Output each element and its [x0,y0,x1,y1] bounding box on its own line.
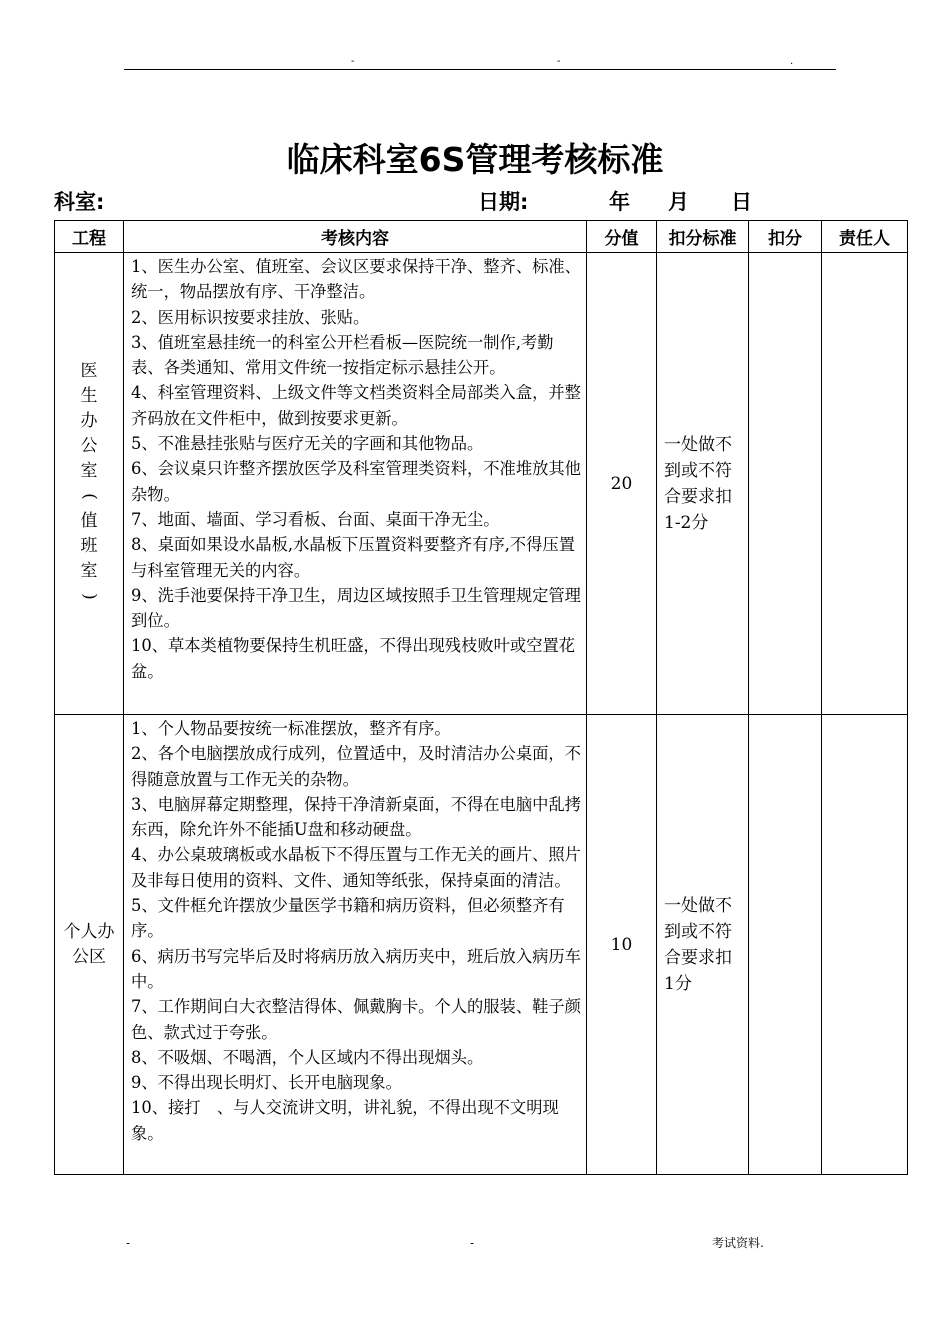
header-deduct: 扣分 [749,221,822,253]
project-char: 办 [80,410,98,431]
content-cell [124,715,587,1175]
date-day: 日 [731,190,752,214]
project-cell [55,253,124,715]
content-item: 6、会议桌只许整齐摆放医学及科室管理类资料，不准堆放其他杂物。 [131,459,581,504]
header-person: 责任人 [822,221,908,253]
content-item: 3、值班室悬挂统一的科室公开栏看板—医院统一制作,考勤表、各类通知、常用文件统一按指定标示悬挂公开。 [131,332,554,378]
project-label: 个人办公区 [63,921,115,967]
project-char: ( [79,492,100,500]
table-row [55,253,908,715]
content-item: 1、个人物品要按统一标准摆放，整齐有序。 [131,719,451,738]
date-label: 日期: [478,190,529,214]
person-cell[interactable] [822,253,908,715]
project-char: ) [79,592,100,600]
content-item: 9、洗手池要保持干净卫生，周边区域按照手卫生管理规定管理到位。 [131,585,581,631]
project-char: 室 [80,560,98,581]
header-mark: - [351,56,355,67]
date-month: 月 [668,190,689,214]
project-char: 班 [80,535,98,556]
footer-mark: - [470,1236,475,1250]
deduct-cell[interactable] [749,715,822,1175]
header-rule [124,69,836,70]
header-score: 分值 [587,221,657,253]
content-item: 4、科室管理资料、上级文件等文档类资料全局部类入盒，并整齐码放在文件柜中，做到按要求更新。 [131,383,581,428]
content-item: 5、不准悬挂张贴与医疗无关的字画和其他物品。 [131,434,484,454]
project-char: 公 [80,435,98,456]
project-char: 值 [80,510,98,531]
person-cell[interactable] [822,715,908,1175]
content-item: 5、文件框允许摆放少量医学书籍和病历资料，但必须整齐有序。 [131,896,565,941]
project-cell [55,715,124,1175]
table-row [55,715,908,1175]
content-item: 9、不得出现长明灯、长开电脑现象。 [131,1073,402,1093]
content-item: 6、病历书写完毕后及时将病历放入病历夹中，班后放入病历车中。 [131,946,581,991]
header-content: 考核内容 [124,221,587,253]
assessment-table [54,220,908,1175]
table-header-row [55,221,908,253]
header-rule: 扣分标准 [657,221,749,253]
content-item: 7、地面、墙面、学习看板、台面、桌面干净无尘。 [131,509,500,529]
project-label [59,359,119,609]
score-cell: 20 [587,253,657,715]
content-cell [124,253,587,715]
content-item: 2、医用标识按要求挂放、张贴。 [131,307,370,327]
content-item: 8、桌面如果设水晶板,水晶板下压置资料要整齐有序,不得压置与科室管理无关的内容。 [131,535,576,580]
header-mark: . [790,56,794,67]
date-year: 年 [609,190,630,214]
content-item: 10、接打 、与人交流讲文明，讲礼貌，不得出现不文明现象。 [131,1098,559,1143]
dept-label: 科室: [54,190,105,214]
deduct-cell[interactable] [749,253,822,715]
content-item: 2、各个电脑摆放成行成列，位置适中，及时清洁办公桌面，不得随意放置与工作无关的杂物。 [131,744,581,789]
footer-mark: - [126,1236,131,1250]
content-item: 3、电脑屏幕定期整理，保持干净清新桌面，不得在电脑中乱拷东西，除允许外不能插U盘和移动硬盘。 [131,794,581,840]
content-item: 8、不吸烟、不喝酒，个人区域内不得出现烟头。 [131,1047,484,1067]
rule-cell: 一处做不到或不符合要求扣1-2分 [657,253,749,715]
footer-text: 考试资料. [712,1236,764,1250]
project-char: 生 [80,385,98,406]
project-char: 室 [80,460,98,481]
header-mark: - [557,56,561,67]
content-item: 7、工作期间白大衣整洁得体、佩戴胸卡。个人的服装、鞋子颜色、款式过于夸张。 [131,997,581,1042]
header-project: 工程 [55,221,124,253]
page-title: 临床科室6S管理考核标准 [286,140,664,179]
content-item: 4、办公桌玻璃板或水晶板下不得压置与工作无关的画片、照片及非每日使用的资料、文件、通知等纸张，保持桌面的清洁。 [131,845,581,890]
content-item: 1、医生办公室、值班室、会议区要求保持干净、整齐、标准、统一，物品摆放有序、干净整洁。 [131,257,581,302]
content-item: 10、草本类植物要保持生机旺盛，不得出现残枝败叶或空置花盆。 [131,636,576,681]
score-cell: 10 [587,715,657,1175]
project-char: 医 [80,360,98,381]
rule-cell: 一处做不到或不符合要求扣1分 [657,715,749,1175]
